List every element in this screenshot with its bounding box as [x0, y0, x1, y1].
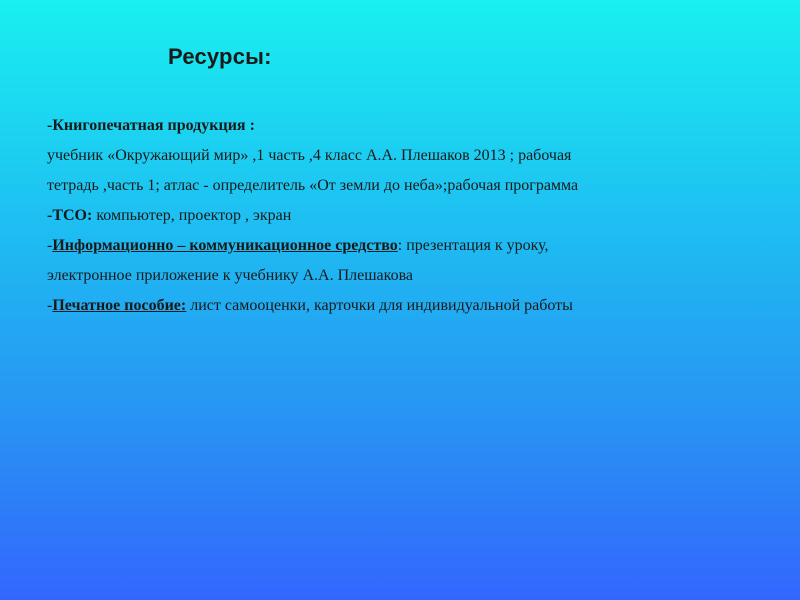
book-products-line-2: тетрадь ,часть 1; атлас - определитель «От земли до неба»;рабочая программа: [47, 177, 579, 194]
info-comm-item: [47, 231, 787, 261]
tso-item: [47, 201, 787, 231]
printed-aid-item: [47, 291, 787, 321]
info-comm-dash: -: [47, 237, 53, 254]
resources-list: [47, 111, 787, 321]
book-products-line-1: учебник «Окружающий мир» ,1 часть ,4 класс А.А. Плешаков 2013 ; рабочая: [47, 147, 572, 164]
slide-title: Ресурсы:: [168, 44, 272, 69]
printed-aid-text: лист самооценки, карточки для индивидуальной работы: [186, 297, 573, 314]
info-comm-label-2: коммуникационное средство: [189, 237, 398, 254]
book-products-label: -Книгопечатная продукция :: [47, 117, 255, 134]
tso-text: компьютер, проектор , экран: [92, 207, 292, 224]
info-comm-text-1: : презентация к уроку,: [397, 237, 549, 254]
info-comm-text-2: электронное приложение к учебнику А.А. Плешакова: [47, 267, 414, 284]
info-comm-label-1: Информационно –: [52, 237, 190, 254]
printed-aid-dash: -: [47, 297, 53, 314]
printed-aid-label: Печатное пособие:: [52, 297, 187, 314]
tso-label: -ТСО:: [47, 207, 93, 224]
